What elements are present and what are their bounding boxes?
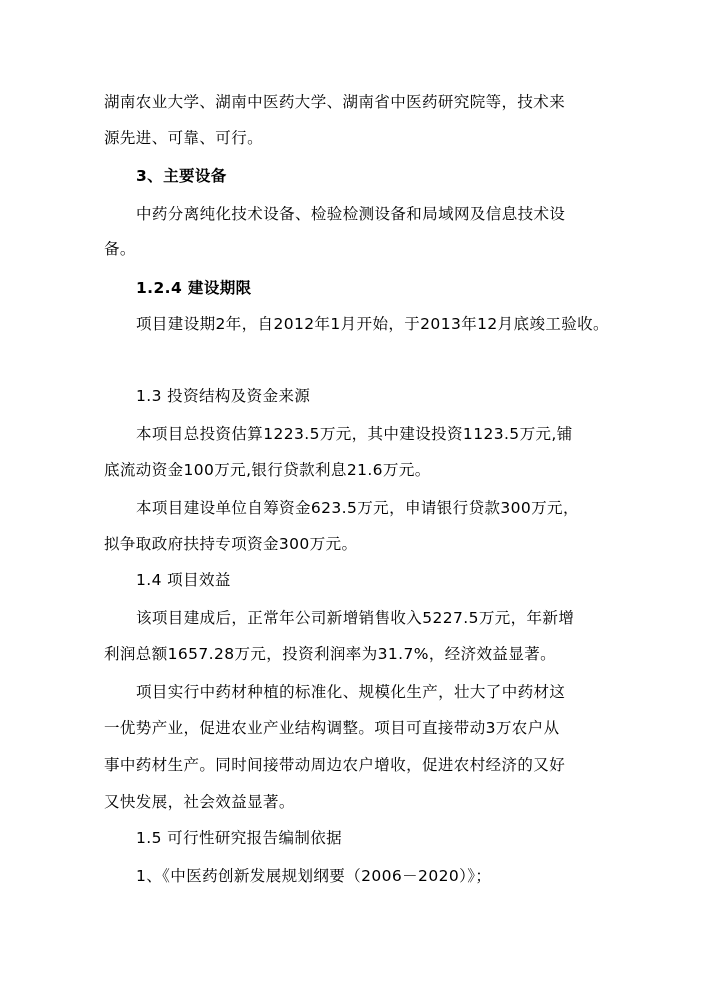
paragraph-line: 中药分离纯化技术设备、检验检测设备和局域网及信息技术设	[136, 205, 566, 223]
paragraph-line: 湖南农业大学、湖南中医药大学、湖南省中医药研究院等，技术来	[104, 93, 566, 111]
section-heading: 3、主要设备	[136, 167, 227, 185]
paragraph-line: 项目建设期2年，自2012年1月开始，于2013年12月底竣工验收。	[136, 315, 609, 333]
paragraph-line: 一优势产业，促进农业产业结构调整。项目可直接带动3万农户从	[104, 719, 560, 737]
paragraph-line: 项目实行中药材种植的标准化、规模化生产，壮大了中药材这	[136, 683, 566, 701]
paragraph-line: 利润总额1657.28万元，投资利润率为31.7%，经济效益显著。	[104, 645, 557, 663]
paragraph-line: 底流动资金100万元,银行贷款利息21.6万元。	[104, 461, 431, 479]
paragraph-line: 本项目建设单位自筹资金623.5万元，申请银行贷款300万元，	[136, 499, 579, 517]
section-heading: 1.2.4 建设期限	[136, 279, 252, 297]
section-heading: 1.3 投资结构及资金来源	[136, 387, 311, 405]
paragraph-line: 事中药材生产。同时间接带动周边农户增收，促进农村经济的又好	[104, 756, 566, 774]
paragraph-line: 本项目总投资估算1223.5万元，其中建设投资1123.5万元,铺	[136, 425, 573, 443]
section-heading: 1.4 项目效益	[136, 571, 231, 589]
paragraph-line: 又快发展，社会效益显著。	[104, 793, 295, 811]
paragraph-line: 拟争取政府扶持专项资金300万元。	[104, 535, 358, 553]
paragraph-line: 1、《中医药创新发展规划纲要（2006－2020）》；	[136, 867, 492, 885]
paragraph-line: 源先进、可靠、可行。	[104, 129, 264, 147]
section-heading: 1.5 可行性研究报告编制依据	[136, 829, 343, 847]
paragraph-line: 该项目建成后，正常年公司新增销售收入5227.5万元，年新增	[136, 609, 575, 627]
paragraph-line: 备。	[104, 240, 136, 258]
